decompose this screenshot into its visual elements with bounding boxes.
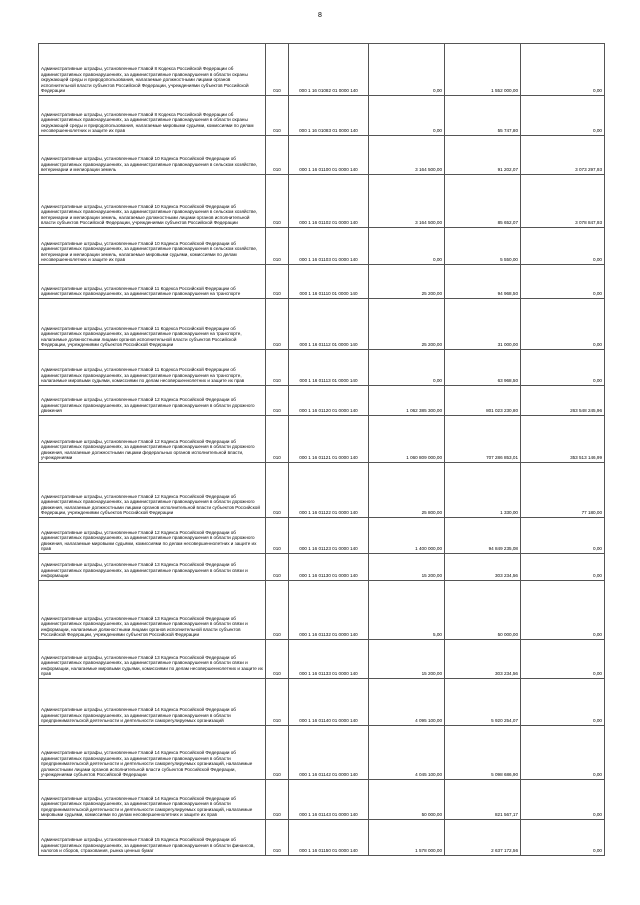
executed-value: 1 330,00 (445, 463, 521, 518)
row-name: Административные штрафы, установленные Главой 11 Кодекса Российской Федерации об административных правонарушениях, за административные правонарушения на транспорте, налагаемые мировыми судьями, комиссиями по делам несовершеннолетних и защите их прав (39, 350, 266, 386)
executed-value: 1 552 000,00 (445, 44, 521, 96)
approved-value: 0,00 (369, 44, 445, 96)
unexecuted-value: 0,00 (521, 726, 605, 780)
unexecuted-value: 0,00 (521, 350, 605, 386)
unexecuted-value: 0,00 (521, 679, 605, 726)
row-name: Административные штрафы, установленные Главой 15 Кодекса Российской Федерации об административных правонарушениях, за административные правонарушения в области финансов, налогов и сборов, страхования, рынка ценных бумаг (39, 820, 266, 856)
unexecuted-value: 3 078 847,93 (521, 175, 605, 228)
row-code: 010 (266, 44, 289, 96)
approved-value: 0,00 (369, 228, 445, 265)
row-kbk: 000 1 16 01113 01 0000 140 (289, 350, 369, 386)
row-kbk: 000 1 16 01110 01 0000 140 (289, 265, 369, 299)
row-code: 010 (266, 640, 289, 679)
row-code: 010 (266, 554, 289, 581)
row-kbk: 000 1 16 01150 01 0000 140 (289, 820, 369, 856)
row-name: Административные штрафы, установленные Главой 12 Кодекса Российской Федерации об административных правонарушениях, за административные правонарушения в области дорожного движения, налагаемые должностными лицами федеральных органов исполнительной власти, учреждениями (39, 416, 266, 463)
revenue-table (38, 43, 605, 856)
approved-value: 0,00 (369, 96, 445, 136)
row-code: 010 (266, 416, 289, 463)
approved-value: 4 095 100,00 (369, 679, 445, 726)
row-name: Административные штрафы, установленные Главой 14 Кодекса Российской Федерации об административных правонарушениях, за административные правонарушения в области предпринимательской деятельности и деятельности саморегулируемых организаций, налагаемые мировыми судьями, комиссиями по делам несовершеннолетних и защите их прав (39, 780, 266, 820)
row-code: 010 (266, 679, 289, 726)
approved-value: 4 045 100,00 (369, 726, 445, 780)
row-kbk: 000 1 16 01122 01 0000 140 (289, 463, 369, 518)
row-name: Административные штрафы, установленные Главой 10 Кодекса Российской Федерации об административных правонарушениях, за административные правонарушения в сельском хозяйстве, ветеринарии и мелиорации земель, налагаемые должностными лицами органов исполнительной власти субъектов Российской Федерации, учреждениями субъектов Российской Федерации (39, 175, 266, 228)
table-row (39, 581, 605, 640)
row-code: 010 (266, 228, 289, 265)
approved-value: 3 164 500,00 (369, 136, 445, 175)
approved-value: 1 062 385 300,00 (369, 386, 445, 416)
row-kbk: 000 1 16 01142 01 0000 140 (289, 726, 369, 780)
row-name: Административные штрафы, установленные Главой 11 Кодекса Российской Федерации об административных правонарушениях, за административные правонарушения на транспорте, налагаемые должностными лицами органов исполнительной власти субъектов Российской Федерации, учреждениями субъектов Российской Федерации (39, 299, 266, 350)
row-name: Административные штрафы, установленные Главой 12 Кодекса Российской Федерации об административных правонарушениях, за административные правонарушения в области дорожного движения, налагаемые должностными лицами органов исполнительной власти субъектов Российской Федерации, учреждениями субъектов Российской Федерации (39, 463, 266, 518)
row-code: 010 (266, 265, 289, 299)
row-kbk: 000 1 16 01112 01 0000 140 (289, 299, 369, 350)
row-name: Административные штрафы, установленные Главой 12 Кодекса Российской Федерации об административных правонарушениях, за административные правонарушения в области дорожного движения (39, 386, 266, 416)
table-row (39, 554, 605, 581)
row-code: 010 (266, 820, 289, 856)
row-kbk: 000 1 16 01082 01 0000 140 (289, 44, 369, 96)
row-code: 010 (266, 581, 289, 640)
table-row (39, 265, 605, 299)
approved-value: 0,00 (369, 350, 445, 386)
unexecuted-value: 3 073 297,93 (521, 136, 605, 175)
row-name: Административные штрафы, установленные Главой 11 Кодекса Российской Федерации об административных правонарушениях, за административные правонарушения на транспорте (39, 265, 266, 299)
page-number: 8 (318, 12, 322, 19)
row-code: 010 (266, 299, 289, 350)
table-row (39, 820, 605, 856)
approved-value: 3 164 500,00 (369, 175, 445, 228)
row-kbk: 000 1 16 01143 01 0000 140 (289, 780, 369, 820)
executed-value: 5 550,00 (445, 228, 521, 265)
row-code: 010 (266, 518, 289, 554)
unexecuted-value: 0,00 (521, 265, 605, 299)
unexecuted-value: 0,00 (521, 581, 605, 640)
row-name: Административные штрафы, установленные Главой 13 Кодекса Российской Федерации об административных правонарушениях, за административные правонарушения в области связи и информации, налагаемые мировыми судьями, комиссиями по делам несовершеннолетних и защите их прав (39, 640, 266, 679)
executed-value: 50 000,00 (445, 581, 521, 640)
table-row (39, 136, 605, 175)
unexecuted-value: 0,00 (521, 96, 605, 136)
row-kbk: 000 1 16 01120 01 0000 140 (289, 386, 369, 416)
approved-value: 15 200,00 (369, 640, 445, 679)
approved-value: 15 200,00 (369, 554, 445, 581)
approved-value: 1 060 809 000,00 (369, 416, 445, 463)
row-kbk: 000 1 16 01083 01 0000 140 (289, 96, 369, 136)
row-name: Административные штрафы, установленные Главой 10 Кодекса Российской Федерации об административных правонарушениях, за административные правонарушения в сельском хозяйстве, ветеринарии и мелиорации земель (39, 136, 266, 175)
row-name: Административные штрафы, установленные Главой 12 Кодекса Российской Федерации об административных правонарушениях, за административные правонарушения в области дорожного движения, налагаемые мировыми судьями, комиссиями по делам несовершеннолетних и защите их прав (39, 518, 266, 554)
table-row (39, 228, 605, 265)
row-name: Административные штрафы, установленные Главой 13 Кодекса Российской Федерации об административных правонарушениях, за административные правонарушения в области связи и информации, налагаемые должностными лицами органов исполнительной власти субъектов Российской Федерации, учреждениями субъектов Российской Федерации (39, 581, 266, 640)
row-name: Административные штрафы, установленные Главой 14 Кодекса Российской Федерации об административных правонарушениях, за административные правонарушения в области предпринимательской деятельности и деятельности саморегулируемых организаций, налагаемые должностными лицами органов исполнительной власти субъектов Российской Федерации, учреждениями субъектов Российской Федерации (39, 726, 266, 780)
executed-value: 303 234,56 (445, 554, 521, 581)
approved-value: 50 000,00 (369, 780, 445, 820)
table-row (39, 386, 605, 416)
table-row (39, 679, 605, 726)
unexecuted-value: 0,00 (521, 228, 605, 265)
executed-value: 303 234,56 (445, 640, 521, 679)
row-kbk: 000 1 16 01103 01 0000 140 (289, 228, 369, 265)
approved-value: 5,00 (369, 581, 445, 640)
approved-value: 1 400 000,00 (369, 518, 445, 554)
table-row (39, 350, 605, 386)
unexecuted-value: 0,00 (521, 640, 605, 679)
executed-value: 63 968,50 (445, 350, 521, 386)
unexecuted-value: 0,00 (521, 554, 605, 581)
executed-value: 94 849 235,08 (445, 518, 521, 554)
row-kbk: 000 1 16 01140 01 0000 140 (289, 679, 369, 726)
unexecuted-value: 0,00 (521, 299, 605, 350)
row-code: 010 (266, 463, 289, 518)
row-code: 010 (266, 726, 289, 780)
approved-value: 25 200,00 (369, 299, 445, 350)
row-code: 010 (266, 350, 289, 386)
row-code: 010 (266, 96, 289, 136)
row-name: Административные штрафы, установленные Главой 8 Кодекса Российской Федерации об административных правонарушениях, за административные правонарушения в области охраны окружающей среды и природопользования, налагаемые мировыми судьями, комиссиями по делам несовершеннолетних и защите их прав (39, 96, 266, 136)
table-row (39, 640, 605, 679)
approved-value: 1 578 000,00 (369, 820, 445, 856)
unexecuted-value: 0,00 (521, 780, 605, 820)
unexecuted-value: 77 180,00 (521, 463, 605, 518)
executed-value: 821 567,17 (445, 780, 521, 820)
table-row (39, 780, 605, 820)
executed-value: 55 747,80 (445, 96, 521, 136)
unexecuted-value: 0,00 (521, 820, 605, 856)
row-name: Административные штрафы, установленные Главой 8 Кодекса Российской Федерации об административных правонарушениях, за административные правонарушения в области охраны окружающей среды и природопользования, налагаемые должностными лицами органов исполнительной власти субъектов Российской Федерации, учреждениями субъектов Российской Федерации (39, 44, 266, 96)
row-kbk: 000 1 16 01102 01 0000 140 (289, 175, 369, 228)
executed-value: 801 023 230,80 (445, 386, 521, 416)
row-kbk: 000 1 16 01133 01 0000 140 (289, 640, 369, 679)
row-code: 010 (266, 136, 289, 175)
row-kbk: 000 1 16 01130 01 0000 140 (289, 554, 369, 581)
executed-value: 5 920 254,07 (445, 679, 521, 726)
executed-value: 5 098 686,90 (445, 726, 521, 780)
row-code: 010 (266, 386, 289, 416)
executed-value: 85 652,07 (445, 175, 521, 228)
table-row (39, 416, 605, 463)
unexecuted-value: 353 513 146,99 (521, 416, 605, 463)
approved-value: 25 200,00 (369, 265, 445, 299)
table-row (39, 726, 605, 780)
executed-value: 707 286 853,01 (445, 416, 521, 463)
row-name: Административные штрафы, установленные Главой 10 Кодекса Российской Федерации об административных правонарушениях, за административные правонарушения в сельском хозяйстве, ветеринарии и мелиорации земель, налагаемые мировыми судьями, комиссиями по делам несовершеннолетних и защите их прав (39, 228, 266, 265)
executed-value: 94 968,50 (445, 265, 521, 299)
row-kbk: 000 1 16 01123 01 0000 140 (289, 518, 369, 554)
executed-value: 2 637 172,56 (445, 820, 521, 856)
table-row (39, 96, 605, 136)
table-row (39, 463, 605, 518)
table-row (39, 44, 605, 96)
table-row (39, 518, 605, 554)
row-kbk: 000 1 16 01100 01 0000 140 (289, 136, 369, 175)
approved-value: 25 800,00 (369, 463, 445, 518)
executed-value: 91 202,07 (445, 136, 521, 175)
row-name: Административные штрафы, установленные Главой 13 Кодекса Российской Федерации об административных правонарушениях, за административные правонарушения в области связи и информации (39, 554, 266, 581)
unexecuted-value: 0,00 (521, 518, 605, 554)
row-name: Административные штрафы, установленные Главой 14 Кодекса Российской Федерации об административных правонарушениях, за административные правонарушения в области предпринимательской деятельности и деятельности саморегулируемых организаций (39, 679, 266, 726)
row-code: 010 (266, 175, 289, 228)
row-kbk: 000 1 16 01121 01 0000 140 (289, 416, 369, 463)
table-row (39, 299, 605, 350)
unexecuted-value: 263 548 245,96 (521, 386, 605, 416)
row-kbk: 000 1 16 01132 01 0000 140 (289, 581, 369, 640)
table-row (39, 175, 605, 228)
row-code: 010 (266, 780, 289, 820)
unexecuted-value: 0,00 (521, 44, 605, 96)
executed-value: 31 000,00 (445, 299, 521, 350)
